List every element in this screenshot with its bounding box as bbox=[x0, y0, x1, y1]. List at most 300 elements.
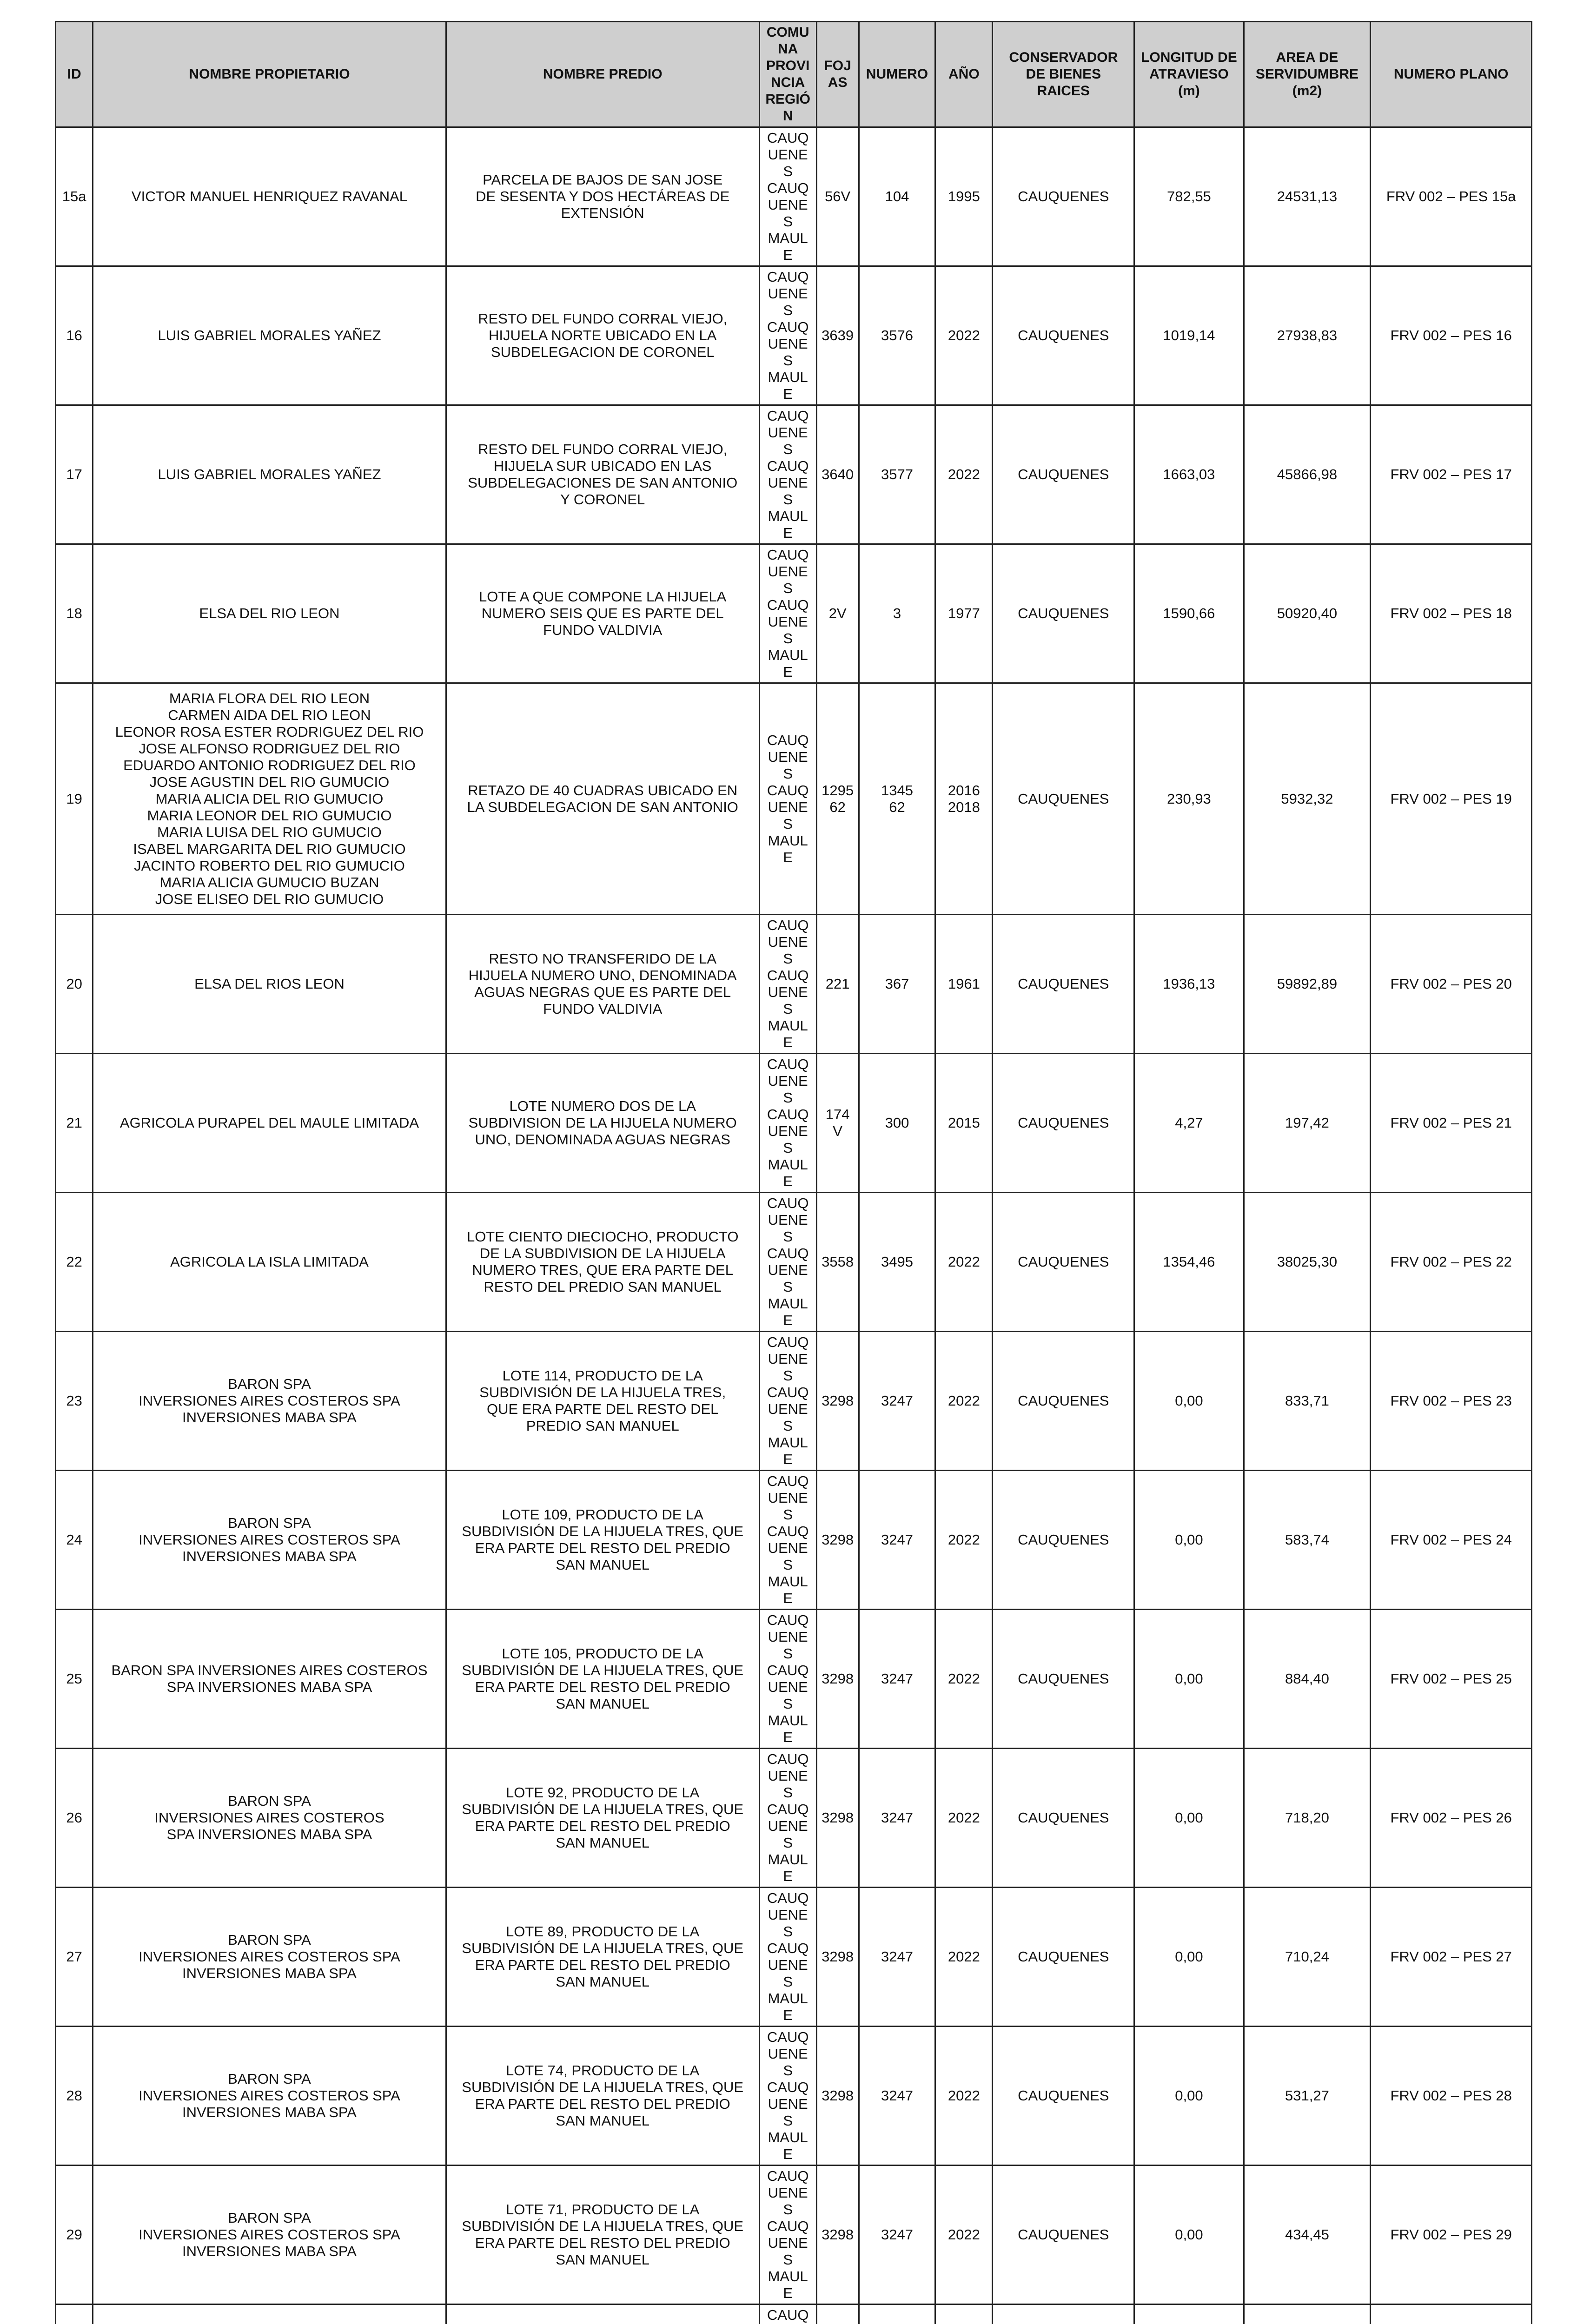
header-length-line: (m) bbox=[1139, 83, 1239, 99]
area-cell: 27938,83 bbox=[1244, 266, 1371, 405]
owner-cell-line: AGRICOLA LA ISLA LIMITADA bbox=[97, 1254, 442, 1270]
property-cell-line: SAN MANUEL bbox=[451, 1696, 755, 1712]
owner-cell bbox=[93, 1610, 446, 1749]
location-cell-line: CAUQUENES bbox=[764, 2168, 812, 2218]
property-cell-line: DE LA SUBDIVISION DE LA HIJUELA bbox=[451, 1245, 755, 1262]
location-cell-line: CAUQUENES bbox=[764, 408, 812, 458]
header-owner: NOMBRE PROPIETARIO bbox=[93, 22, 446, 127]
id-cell: 25 bbox=[56, 1610, 93, 1749]
registry-cell: CAUQUENES bbox=[993, 2027, 1134, 2166]
location-cell-line: CAUQUENES bbox=[764, 130, 812, 180]
fojas-cell-line: 3298 bbox=[821, 1809, 855, 1826]
location-cell bbox=[759, 1888, 816, 2027]
property-cell-line: UNO, DENOMINADA AGUAS NEGRAS bbox=[451, 1131, 755, 1148]
property-cell bbox=[446, 1888, 759, 2027]
property-cell-line: PARCELA DE BAJOS DE SAN JOSE bbox=[451, 172, 755, 188]
owner-cell-line: BARON SPA INVERSIONES AIRES COSTEROS bbox=[97, 1662, 442, 1679]
numero-cell-line: 3495 bbox=[863, 1254, 931, 1270]
id-cell: 22 bbox=[56, 1193, 93, 1332]
fojas-cell-line: 62 bbox=[821, 799, 855, 816]
location-cell-line: CAUQ bbox=[764, 2307, 812, 2324]
property-cell bbox=[446, 1471, 759, 1610]
header-registry bbox=[993, 22, 1134, 127]
area-cell: 583,74 bbox=[1244, 1471, 1371, 1610]
location-cell-line: CAUQUENES bbox=[764, 1245, 812, 1295]
owner-cell-line: BARON SPA bbox=[97, 1932, 442, 1948]
numero-cell bbox=[859, 1749, 935, 1888]
fojas-cell-line: 221 bbox=[821, 976, 855, 992]
year-cell bbox=[935, 1888, 993, 2027]
property-cell-line: SAN MANUEL bbox=[451, 1557, 755, 1573]
location-cell-line: CAUQUENES bbox=[764, 1801, 812, 1851]
owner-cell-line: MARIA ALICIA DEL RIO GUMUCIO bbox=[97, 791, 442, 807]
property-cell bbox=[446, 915, 759, 1054]
location-cell-line: CAUQUENES bbox=[764, 1612, 812, 1662]
registry-cell: CAUQUENES bbox=[993, 1749, 1134, 1888]
numero-cell-line: 3247 bbox=[863, 1393, 931, 1409]
owner-cell-line: INVERSIONES AIRES COSTEROS bbox=[97, 1809, 442, 1826]
property-cell-line: LOTE 105, PRODUCTO DE LA bbox=[451, 1645, 755, 1662]
year-cell bbox=[935, 127, 993, 266]
property-cell-line: RESTO DEL PREDIO SAN MANUEL bbox=[451, 1279, 755, 1295]
header-area-line: SERVIDUMBRE bbox=[1248, 66, 1366, 83]
owner-cell-line: ELSA DEL RIOS LEON bbox=[97, 976, 442, 992]
location-cell bbox=[759, 405, 816, 544]
id-cell: 27 bbox=[56, 1888, 93, 2027]
numero-cell bbox=[859, 1888, 935, 2027]
year-cell-line: 2022 bbox=[940, 1948, 988, 1965]
year-cell-line: 2022 bbox=[940, 1809, 988, 1826]
area-cell: 38025,30 bbox=[1244, 1193, 1371, 1332]
property-cell-line: SUBDIVISIÓN DE LA HIJUELA TRES, QUE bbox=[451, 1801, 755, 1818]
fojas-cell bbox=[816, 1749, 859, 1888]
registry-cell: CAUQUENES bbox=[993, 1054, 1134, 1193]
plan-cell: FRV 002 – PES 15a bbox=[1371, 127, 1532, 266]
numero-cell-line: 3247 bbox=[863, 1532, 931, 1548]
registry-cell: CAUQUENES bbox=[993, 915, 1134, 1054]
year-cell bbox=[935, 1054, 993, 1193]
location-cell-line: MAULE bbox=[764, 1017, 812, 1051]
owner-cell-line: MARIA LUISA DEL RIO GUMUCIO bbox=[97, 824, 442, 841]
location-cell bbox=[759, 1332, 816, 1471]
property-cell-line: LA SUBDELEGACION DE SAN ANTONIO bbox=[451, 799, 755, 816]
table-body bbox=[56, 127, 1532, 2324]
owner-cell-line: INVERSIONES MABA SPA bbox=[97, 1548, 442, 1565]
owner-cell bbox=[93, 1332, 446, 1471]
plan-cell: FRV 002 – PES 18 bbox=[1371, 544, 1532, 683]
owner-cell-line: LEONOR ROSA ESTER RODRIGUEZ DEL RIO bbox=[97, 724, 442, 740]
property-cell bbox=[446, 1193, 759, 1332]
id-cell: 19 bbox=[56, 683, 93, 915]
year-cell bbox=[935, 2166, 993, 2304]
owner-cell bbox=[93, 1471, 446, 1610]
owner-cell-line: INVERSIONES MABA SPA bbox=[97, 2104, 442, 2121]
location-cell bbox=[759, 266, 816, 405]
property-cell-line: FUNDO VALDIVIA bbox=[451, 1001, 755, 1017]
owner-cell-line: INVERSIONES MABA SPA bbox=[97, 2243, 442, 2260]
property-cell bbox=[446, 2304, 759, 2324]
owner-cell bbox=[93, 1888, 446, 2027]
length-cell: 1590,66 bbox=[1134, 544, 1244, 683]
id-cell: 16 bbox=[56, 266, 93, 405]
year-cell bbox=[935, 266, 993, 405]
numero-cell-line: 3247 bbox=[863, 1670, 931, 1687]
owner-cell bbox=[93, 405, 446, 544]
header-registry-line: CONSERVADOR bbox=[997, 49, 1130, 66]
property-cell-line: ERA PARTE DEL RESTO DEL PREDIO bbox=[451, 2235, 755, 2251]
property-cell bbox=[446, 266, 759, 405]
numero-cell-line: 104 bbox=[863, 188, 931, 205]
plan-cell: FRV 002 – PES 27 bbox=[1371, 1888, 1532, 2027]
location-cell bbox=[759, 1471, 816, 1610]
numero-cell bbox=[859, 2027, 935, 2166]
table-header bbox=[56, 22, 1532, 127]
area-cell bbox=[1244, 2304, 1371, 2324]
owner-cell-line: JOSE ALFONSO RODRIGUEZ DEL RIO bbox=[97, 740, 442, 757]
area-cell: 50920,40 bbox=[1244, 544, 1371, 683]
property-cell-line: SAN MANUEL bbox=[451, 1835, 755, 1851]
owner-cell bbox=[93, 2166, 446, 2304]
registry-cell: CAUQUENES bbox=[993, 405, 1134, 544]
plan-cell: FRV 002 – PES 16 bbox=[1371, 266, 1532, 405]
property-cell-line: SUBDIVISIÓN DE LA HIJUELA TRES, bbox=[451, 1384, 755, 1401]
location-cell bbox=[759, 2304, 816, 2324]
location-cell bbox=[759, 1610, 816, 1749]
owner-cell-line: INVERSIONES AIRES COSTEROS SPA bbox=[97, 1948, 442, 1965]
fojas-cell bbox=[816, 683, 859, 915]
owner-cell-line: JOSE AGUSTIN DEL RIO GUMUCIO bbox=[97, 774, 442, 791]
property-cell bbox=[446, 2027, 759, 2166]
table-row bbox=[56, 1332, 1532, 1471]
fojas-cell-line: 3640 bbox=[821, 466, 855, 483]
fojas-cell bbox=[816, 266, 859, 405]
location-cell-line: CAUQUENES bbox=[764, 1384, 812, 1434]
registry-cell: CAUQUENES bbox=[993, 1610, 1134, 1749]
year-cell-line: 2022 bbox=[940, 327, 988, 344]
location-cell-line: CAUQUENES bbox=[764, 269, 812, 319]
location-cell-line: CAUQUENES bbox=[764, 597, 812, 647]
fojas-cell-line: 174V bbox=[821, 1106, 855, 1140]
location-cell-line: MAULE bbox=[764, 832, 812, 866]
property-cell-line: DE SESENTA Y DOS HECTÁREAS DE bbox=[451, 188, 755, 205]
property-cell-line: HIJUELA NORTE UBICADO EN LA bbox=[451, 327, 755, 344]
location-cell-line: MAULE bbox=[764, 1712, 812, 1746]
fojas-cell bbox=[816, 1054, 859, 1193]
length-cell: 230,93 bbox=[1134, 683, 1244, 915]
area-cell: 710,24 bbox=[1244, 1888, 1371, 2027]
header-year: AÑO bbox=[935, 22, 993, 127]
year-cell-line: 1995 bbox=[940, 188, 988, 205]
table-row bbox=[56, 1193, 1532, 1332]
location-cell bbox=[759, 915, 816, 1054]
location-cell-line: CAUQUENES bbox=[764, 1106, 812, 1156]
fojas-cell bbox=[816, 1193, 859, 1332]
fojas-cell bbox=[816, 1888, 859, 2027]
owner-cell bbox=[93, 915, 446, 1054]
property-cell-line: RETAZO DE 40 CUADRAS UBICADO EN bbox=[451, 782, 755, 799]
id-cell: 17 bbox=[56, 405, 93, 544]
property-cell-line: SUBDIVISIÓN DE LA HIJUELA TRES, QUE bbox=[451, 1523, 755, 1540]
year-cell-line: 2022 bbox=[940, 466, 988, 483]
length-cell: 0,00 bbox=[1134, 1749, 1244, 1888]
fojas-cell-line: 3298 bbox=[821, 1532, 855, 1548]
plan-cell: FRV 002 – PES 17 bbox=[1371, 405, 1532, 544]
table-row bbox=[56, 1054, 1532, 1193]
property-cell-line: ERA PARTE DEL RESTO DEL PREDIO bbox=[451, 1957, 755, 1974]
id-cell: 18 bbox=[56, 544, 93, 683]
year-cell-line: 2018 bbox=[940, 799, 988, 816]
numero-cell bbox=[859, 405, 935, 544]
location-cell-line: CAUQUENES bbox=[764, 2079, 812, 2129]
numero-cell-line: 3247 bbox=[863, 2226, 931, 2243]
area-cell: 24531,13 bbox=[1244, 127, 1371, 266]
property-cell-line: ERA PARTE DEL RESTO DEL PREDIO bbox=[451, 2096, 755, 2113]
year-cell-line: 2016 bbox=[940, 782, 988, 799]
year-cell-line: 2022 bbox=[940, 1670, 988, 1687]
plan-cell: FRV 002 – PES 22 bbox=[1371, 1193, 1532, 1332]
property-cell-line: QUE ERA PARTE DEL RESTO DEL bbox=[451, 1401, 755, 1418]
location-cell-line: MAULE bbox=[764, 508, 812, 541]
length-cell: 1936,13 bbox=[1134, 915, 1244, 1054]
numero-cell bbox=[859, 544, 935, 683]
plan-cell: FRV 002 – PES 25 bbox=[1371, 1610, 1532, 1749]
fojas-cell bbox=[816, 1471, 859, 1610]
owner-cell-line: SPA INVERSIONES MABA SPA bbox=[97, 1679, 442, 1696]
area-cell: 434,45 bbox=[1244, 2166, 1371, 2304]
year-cell-line: 2015 bbox=[940, 1115, 988, 1131]
property-cell-line: SUBDIVISIÓN DE LA HIJUELA TRES, QUE bbox=[451, 1940, 755, 1957]
owner-cell-line: ELSA DEL RIO LEON bbox=[97, 605, 442, 622]
location-cell-line: MAULE bbox=[764, 1156, 812, 1190]
header-length bbox=[1134, 22, 1244, 127]
numero-cell bbox=[859, 266, 935, 405]
plan-cell: FRV 002 – PES 26 bbox=[1371, 1749, 1532, 1888]
numero-cell-line: 367 bbox=[863, 976, 931, 992]
property-cell bbox=[446, 683, 759, 915]
plan-cell: FRV 002 – PES 23 bbox=[1371, 1332, 1532, 1471]
property-cell-line: LOTE 92, PRODUCTO DE LA bbox=[451, 1784, 755, 1801]
length-cell: 0,00 bbox=[1134, 2166, 1244, 2304]
year-cell bbox=[935, 544, 993, 683]
numero-cell bbox=[859, 1610, 935, 1749]
property-cell-line: LOTE 109, PRODUCTO DE LA bbox=[451, 1506, 755, 1523]
length-cell: 0,00 bbox=[1134, 1471, 1244, 1610]
location-cell-line: CAUQUENES bbox=[764, 319, 812, 369]
owner-cell-line: ISABEL MARGARITA DEL RIO GUMUCIO bbox=[97, 841, 442, 858]
fojas-cell bbox=[816, 2166, 859, 2304]
table-row bbox=[56, 405, 1532, 544]
year-cell-line: 1977 bbox=[940, 605, 988, 622]
length-cell: 0,00 bbox=[1134, 2027, 1244, 2166]
fojas-cell bbox=[816, 2027, 859, 2166]
property-cell-line: NUMERO TRES, QUE ERA PARTE DEL bbox=[451, 1262, 755, 1279]
location-cell-line: MAULE bbox=[764, 2129, 812, 2163]
location-cell bbox=[759, 1193, 816, 1332]
owner-cell-line: INVERSIONES MABA SPA bbox=[97, 1409, 442, 1426]
numero-cell-line: 3247 bbox=[863, 1809, 931, 1826]
owner-cell-line: BARON SPA bbox=[97, 1793, 442, 1809]
id-cell: 23 bbox=[56, 1332, 93, 1471]
numero-cell-line: 1345 bbox=[863, 782, 931, 799]
location-cell-line: CAUQUENES bbox=[764, 1890, 812, 1940]
registry-cell: CAUQUENES bbox=[993, 2166, 1134, 2304]
location-cell-line: CAUQUENES bbox=[764, 782, 812, 832]
property-cell bbox=[446, 2166, 759, 2304]
property-cell-line: SUBDIVISIÓN DE LA HIJUELA TRES, QUE bbox=[451, 2079, 755, 2096]
area-cell: 833,71 bbox=[1244, 1332, 1371, 1471]
plan-cell bbox=[1371, 2304, 1532, 2324]
registry-cell: CAUQUENES bbox=[993, 1888, 1134, 2027]
fojas-cell bbox=[816, 2304, 859, 2324]
location-cell-line: MAULE bbox=[764, 1434, 812, 1468]
property-cell bbox=[446, 1332, 759, 1471]
year-cell-line: 1961 bbox=[940, 976, 988, 992]
numero-cell-line: 300 bbox=[863, 1115, 931, 1131]
property-cell-line: HIJUELA NUMERO UNO, DENOMINADA bbox=[451, 967, 755, 984]
length-cell: 0,00 bbox=[1134, 1888, 1244, 2027]
registry-cell: CAUQUENES bbox=[993, 1193, 1134, 1332]
owner-cell bbox=[93, 2304, 446, 2324]
owner-cell-line: BARON SPA bbox=[97, 2071, 442, 2087]
owner-cell bbox=[93, 544, 446, 683]
id-cell: 29 bbox=[56, 2166, 93, 2304]
numero-cell bbox=[859, 1471, 935, 1610]
property-cell-line: LOTE A QUE COMPONE LA HIJUELA bbox=[451, 588, 755, 605]
location-cell bbox=[759, 2027, 816, 2166]
year-cell bbox=[935, 2304, 993, 2324]
property-cell-line: HIJUELA SUR UBICADO EN LAS bbox=[451, 458, 755, 475]
table-row bbox=[56, 1749, 1532, 1888]
owner-cell-line: SPA INVERSIONES MABA SPA bbox=[97, 1826, 442, 1843]
numero-cell-line: 3577 bbox=[863, 466, 931, 483]
property-cell-line: NUMERO SEIS QUE ES PARTE DEL bbox=[451, 605, 755, 622]
property-cell-line: RESTO DEL FUNDO CORRAL VIEJO, bbox=[451, 441, 755, 458]
plan-cell: FRV 002 – PES 29 bbox=[1371, 2166, 1532, 2304]
table-row bbox=[56, 1888, 1532, 2027]
owner-cell-line: EDUARDO ANTONIO RODRIGUEZ DEL RIO bbox=[97, 757, 442, 774]
property-cell bbox=[446, 544, 759, 683]
property-cell-line: SUBDIVISIÓN DE LA HIJUELA TRES, QUE bbox=[451, 1662, 755, 1679]
fojas-cell-line: 3298 bbox=[821, 2087, 855, 2104]
fojas-cell bbox=[816, 1610, 859, 1749]
plan-cell: FRV 002 – PES 20 bbox=[1371, 915, 1532, 1054]
header-property: NOMBRE PREDIO bbox=[446, 22, 759, 127]
fojas-cell bbox=[816, 915, 859, 1054]
table-row bbox=[56, 683, 1532, 915]
fojas-cell-line: 3639 bbox=[821, 327, 855, 344]
area-cell: 59892,89 bbox=[1244, 915, 1371, 1054]
header-length-line: ATRAVIESO bbox=[1139, 66, 1239, 83]
year-cell-line: 2022 bbox=[940, 2226, 988, 2243]
year-cell-line: 2022 bbox=[940, 1254, 988, 1270]
owner-cell-line: BARON SPA bbox=[97, 2210, 442, 2226]
header-numero: NUMERO bbox=[859, 22, 935, 127]
id-cell: 26 bbox=[56, 1749, 93, 1888]
fojas-cell-line: 3298 bbox=[821, 1948, 855, 1965]
registry-cell: CAUQUENES bbox=[993, 266, 1134, 405]
owner-cell-line: LUIS GABRIEL MORALES YAÑEZ bbox=[97, 327, 442, 344]
location-cell-line: MAULE bbox=[764, 1573, 812, 1607]
header-registry-line: RAICES bbox=[997, 83, 1130, 99]
location-cell bbox=[759, 544, 816, 683]
property-cell-line: LOTE 71, PRODUCTO DE LA bbox=[451, 2201, 755, 2218]
registry-cell: CAUQUENES bbox=[993, 544, 1134, 683]
property-cell-line: SUBDELEGACION DE CORONEL bbox=[451, 344, 755, 361]
owner-cell-line: MARIA FLORA DEL RIO LEON bbox=[97, 690, 442, 707]
id-cell: 15a bbox=[56, 127, 93, 266]
registry-cell: CAUQUENES bbox=[993, 1471, 1134, 1610]
property-cell-line: FUNDO VALDIVIA bbox=[451, 622, 755, 639]
numero-cell bbox=[859, 127, 935, 266]
header-location-line: PROVINCIA bbox=[764, 58, 812, 91]
header-row bbox=[56, 22, 1532, 127]
property-cell-line: RESTO NO TRANSFERIDO DE LA bbox=[451, 951, 755, 967]
year-cell bbox=[935, 1332, 993, 1471]
year-cell bbox=[935, 683, 993, 915]
owner-cell bbox=[93, 127, 446, 266]
property-cell-line: SUBDELEGACIONES DE SAN ANTONIO bbox=[451, 475, 755, 491]
owner-cell-line: VICTOR MANUEL HENRIQUEZ RAVANAL bbox=[97, 188, 442, 205]
location-cell-line: MAULE bbox=[764, 369, 812, 403]
numero-cell-line: 3576 bbox=[863, 327, 931, 344]
numero-cell bbox=[859, 1054, 935, 1193]
numero-cell bbox=[859, 2166, 935, 2304]
area-cell: 197,42 bbox=[1244, 1054, 1371, 1193]
length-cell: 0,00 bbox=[1134, 1610, 1244, 1749]
year-cell bbox=[935, 1193, 993, 1332]
location-cell-line: CAUQUENES bbox=[764, 732, 812, 782]
location-cell-line: MAULE bbox=[764, 1851, 812, 1885]
header-fojas: FOJAS bbox=[816, 22, 859, 127]
id-cell: 20 bbox=[56, 915, 93, 1054]
header-location-line: REGIÓN bbox=[764, 91, 812, 125]
property-cell-line: SAN MANUEL bbox=[451, 2113, 755, 2129]
header-id: ID bbox=[56, 22, 93, 127]
numero-cell bbox=[859, 683, 935, 915]
property-cell-line: SUBDIVISION DE LA HIJUELA NUMERO bbox=[451, 1115, 755, 1131]
location-cell bbox=[759, 683, 816, 915]
year-cell bbox=[935, 405, 993, 544]
numero-cell bbox=[859, 1193, 935, 1332]
plan-cell: FRV 002 – PES 21 bbox=[1371, 1054, 1532, 1193]
year-cell bbox=[935, 1610, 993, 1749]
location-cell-line: CAUQUENES bbox=[764, 458, 812, 508]
year-cell bbox=[935, 2027, 993, 2166]
fojas-cell-line: 3558 bbox=[821, 1254, 855, 1270]
location-cell-line: CAUQUENES bbox=[764, 1751, 812, 1801]
table-row bbox=[56, 544, 1532, 683]
owner-cell-line: MARIA ALICIA GUMUCIO BUZAN bbox=[97, 874, 442, 891]
id-cell: 24 bbox=[56, 1471, 93, 1610]
owner-cell-line: INVERSIONES AIRES COSTEROS SPA bbox=[97, 2087, 442, 2104]
registry-cell: CAUQUENES bbox=[993, 683, 1134, 915]
owner-cell-line: CARMEN AIDA DEL RIO LEON bbox=[97, 707, 442, 724]
location-cell-line: CAUQUENES bbox=[764, 2218, 812, 2268]
property-cell-line: LOTE NUMERO DOS DE LA bbox=[451, 1098, 755, 1115]
owner-cell-line: INVERSIONES MABA SPA bbox=[97, 1965, 442, 1982]
header-registry-line: DE BIENES bbox=[997, 66, 1130, 83]
location-cell bbox=[759, 1054, 816, 1193]
owner-cell-line: LUIS GABRIEL MORALES YAÑEZ bbox=[97, 466, 442, 483]
easement-table-sheet bbox=[55, 21, 1532, 2324]
location-cell-line: CAUQUENES bbox=[764, 967, 812, 1017]
location-cell-line: CAUQUENES bbox=[764, 547, 812, 597]
property-cell bbox=[446, 1054, 759, 1193]
location-cell-line: CAUQUENES bbox=[764, 1473, 812, 1523]
area-cell: 884,40 bbox=[1244, 1610, 1371, 1749]
registry-cell: CAUQUENES bbox=[993, 127, 1134, 266]
length-cell: 0,00 bbox=[1134, 1332, 1244, 1471]
